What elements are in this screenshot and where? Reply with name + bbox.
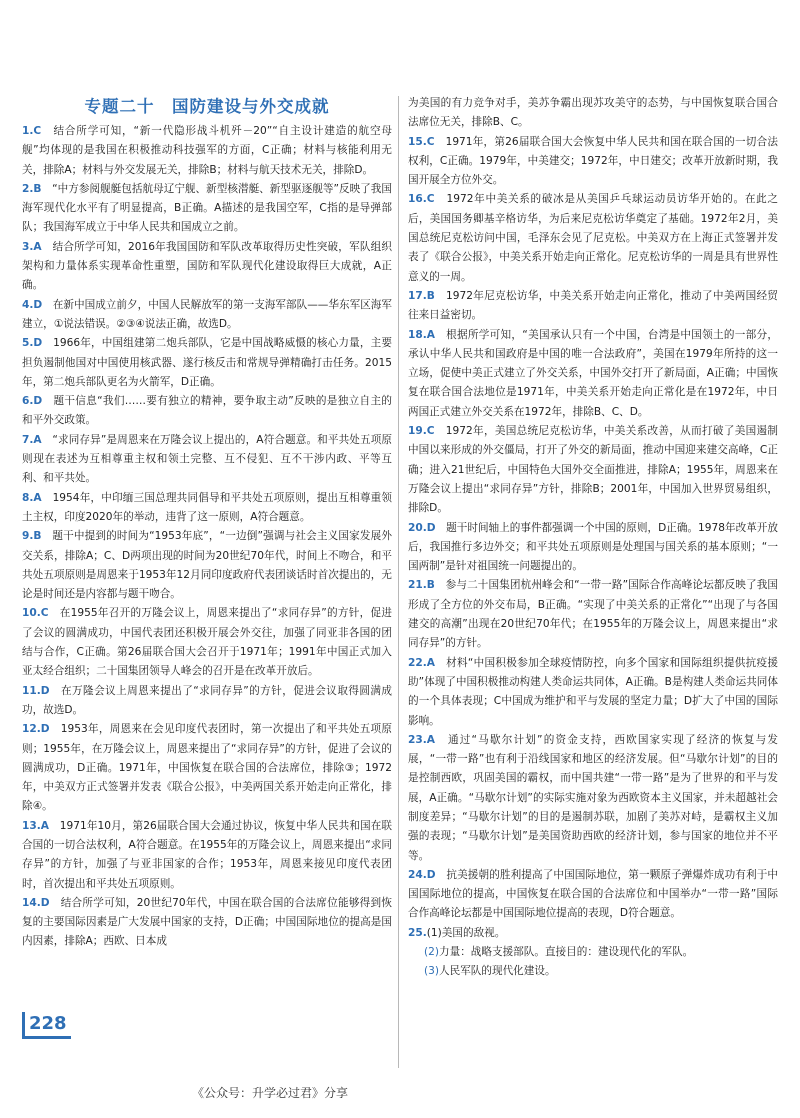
answer-explanation: 1966年，中国组建第二炮兵部队，它是中国战略威慑的核心力量，主要担负遏制他国对中国使用核武器、遂行核反击和常规导弹精确打击任务。2015年，第二炮兵部队更名为火箭军，D正确。 <box>22 337 392 388</box>
q25-subanswers <box>408 943 778 982</box>
answer-number: 20. <box>408 521 427 534</box>
answer-number: 4. <box>22 298 34 311</box>
answer-item <box>22 122 392 180</box>
answer-item <box>408 731 778 866</box>
answer-item <box>22 296 392 335</box>
answer-explanation: 1972年中美关系的破冰是从美国乒乓球运动员访华开始的。在此之后，美国国务卿基辛格访华，为后来尼克松访华奠定了基础。1972年2月，美国总统尼克松访问中国，毛泽东会见了尼克松。中美双方在上海正式签署并发表了《联合公报》，中美关系开始走向正常化。尼克松访华的一周是具有世界性意义的一周。 <box>408 193 778 283</box>
answer-explanation: 通过“马歇尔计划”的资金支持，西欧国家实现了经济的恢复与发展，“一带一路”也有利于沿线国家和地区的经济发展。但“马歇尔计划”的目的是控制西欧，巩固美国的霸权，而中国共建“一带一路”是为了世界的和平与发展，A正确。“马歇尔计划”的实际实施对象为西欧资本主义国家，并未超越社会制度差异；“马歇尔计划”的目的是遏制苏联，加剧了美苏对峙，是霸权主义加强的表现；“马歇尔计划”是美国资助西欧的经济计划，参与国家的地位并不平等。 <box>408 733 778 862</box>
answer-item <box>22 527 392 604</box>
answer-explanation: 1971年10月，第26届联合国大会通过协议，恢复中华人民共和国在联合国的一切合法权利，A符合题意。在1955年的万隆会议上，周恩来提出“求同存异”的方针，加强了与亚非国家的合作；1953年，周恩来接见印度代表团时，首次提出和平共处五项原则。 <box>22 819 392 890</box>
page-number: 228 <box>22 1012 71 1039</box>
answer-choice: C <box>40 607 49 620</box>
answer-choice: D <box>426 868 436 881</box>
answer-explanation: 题干中提到的时间为“1953年底”，“一边倒”强调与社会主义国家发展外交关系，排除A；C、D两项出现的时间为20世纪70年代，时间上不吻合，和平共处五项原则是周恩来于1953年12月同印度政府代表团谈话时首次提出的，无论是时间还是内容都与题干吻合。 <box>22 530 392 601</box>
answer-number: 22. <box>408 656 427 669</box>
answer-choice: C <box>426 425 435 438</box>
left-column <box>22 96 392 952</box>
subanswer-number: (2) <box>424 946 440 959</box>
answer-explanation: 题干时间轴上的事件都强调一个中国的原则，D正确。1978年改革开放后，我国推行多边外交；和平共处五项原则是处理国与国关系的基本原则；“一国两制”是针对祖国统一问题提出的。 <box>408 521 778 573</box>
answer-explanation: 题干信息“我们……要有独立的精神，要争取主动”反映的是独立自主的和平外交政策。 <box>22 395 392 427</box>
answer-number: 11. <box>22 684 41 697</box>
answer-choice: A <box>33 491 42 504</box>
answer-choice: A <box>33 240 42 253</box>
answer-item <box>22 392 392 431</box>
answer-explanation: 结合所学可知，20世纪70年代，中国在联合国的合法席位能够得到恢复的主要国际因素是广大发展中国家的支持，D正确；中国国际地位的提高是国内因素，排除A；西欧、日本成 <box>22 896 392 948</box>
answer-explanation: “求同存异”是周恩来在万隆会议上提出的，A符合题意。和平共处五项原则现在表述为互相尊重主权和领土完整、互不侵犯、互不干涉内政、平等互利、和平共处。 <box>22 433 392 485</box>
answer-item <box>408 576 778 653</box>
answer-number: 16. <box>408 193 427 206</box>
answer-explanation: 根据所学可知，“美国承认只有一个中国，台湾是中国领土的一部分，承认中华人民共和国政府是中国的唯一合法政府”，美国在1979年所持的这一立场，促使中美正式建立了外交关系，中国外交打开了新局面，A正确；中国恢复在联合国合法地位是1971年，中美关系开始走向正常化是在1972年，中日两国正式建立外交关系在1972年，排除B、C、D。 <box>408 328 778 418</box>
answer-number: 14. <box>22 896 41 909</box>
answer-number: 18. <box>408 328 427 341</box>
answer-choice: B <box>426 289 435 302</box>
answer-choice: A <box>426 733 435 746</box>
answer-number: 19. <box>408 425 427 438</box>
answer-choice: D <box>40 896 50 909</box>
answer-explanation: 结合所学可知，2016年我国国防和军队改革取得历史性突破，军队组织架构和力量体系实现革命性重塑，国防和军队现代化建设取得巨大成就，A正确。 <box>22 240 392 292</box>
answer-choice: A <box>426 656 435 669</box>
answer-explanation: 抗美援朝的胜利提高了中国国际地位，第一颗原子弹爆炸成功有利于中国国际地位的提高，中国恢复在联合国的合法席位和中国举办“一带一路”国际合作高峰论坛都是中国国际地位提高的表现，D符合题意。 <box>408 868 778 920</box>
answer-explanation: 1954年，中印缅三国总理共同倡导和平共处五项原则，提出互相尊重领土主权，印度2020年的举动，违背了这一原则，A符合题意。 <box>22 491 392 523</box>
q25-subanswer <box>408 962 778 981</box>
answer-explanation: 结合所学可知，“新一代隐形战斗机歼－20”“自主设计建造的航空母舰”均体现的是我国在积极推动科技强军的方面，C正确；材料与核能利用无关，排除A；材料与外交发展无关，排除B；材料与航天技术无关，排除D。 <box>22 125 392 176</box>
answer-item <box>22 604 392 681</box>
answer-item <box>22 817 392 894</box>
subanswer-text: 力量：战略支援部队。直接目的：建设现代化的军队。 <box>439 946 694 959</box>
answer-explanation: 1972年尼克松访华，中美关系开始走向正常化，推动了中美两国经贸往来日益密切。 <box>408 289 778 322</box>
answer-item <box>22 334 392 392</box>
answer-choice: C <box>426 135 435 148</box>
answer-number: 8. <box>22 491 34 504</box>
answer-number: 7. <box>22 433 34 446</box>
answer-choice: D <box>33 337 43 350</box>
answer-explanation: 1953年，周恩来在会见印度代表团时，第一次提出了和平共处五项原则；1955年，在万隆会议上，周恩来提出了“求同存异”的方针，促进了会议的圆满成功，D正确。1971年，中国恢复在联合国的合法席位，排除③；1972年，中美双方正式签署并发表《联合公报》，中美两国关系开始走向正常化，排除④。 <box>22 723 392 813</box>
answer-item <box>408 422 778 518</box>
answer-choice: B <box>33 530 42 543</box>
answer-item <box>22 489 392 528</box>
answer-number: 5. <box>22 337 34 350</box>
answer-item <box>408 94 778 133</box>
answer-number: 24. <box>408 868 427 881</box>
answer-explanation: 材料“中国积极参加全球疫情防控，向多个国家和国际组织提供抗疫援助”体现了中国积极推动构建人类命运共同体，A正确。B是构建人类命运共同体的一个具体表现；C中国成为维护和平与发展的坚定力量；D扩大了中国的国际影响。 <box>408 656 778 727</box>
footer-text: 《公众号：升学必过君》分享 <box>191 1086 348 1100</box>
answer-choice: C <box>33 125 42 137</box>
answer-explanation: (1)美国的敌视。 <box>426 926 506 939</box>
answer-item <box>408 287 778 326</box>
answer-choice: A <box>426 328 435 341</box>
column-divider <box>398 96 399 1068</box>
subanswer-number: (3) <box>424 965 440 978</box>
answer-choice: C <box>426 193 435 206</box>
answer-item <box>22 431 392 489</box>
answer-item <box>22 894 392 952</box>
answer-explanation: 在万隆会议上周恩来提出了“求同存异”的方针，促进会议取得圆满成功，故选D。 <box>22 684 392 716</box>
answer-item <box>408 519 778 577</box>
answer-explanation: 为美国的有力竞争对手，美苏争霸出现苏攻美守的态势，与中国恢复联合国合法席位无关，排除B、C。 <box>408 97 778 129</box>
answer-explanation: 在1955年召开的万隆会议上，周恩来提出了“求同存异”的方针，促进了会议的圆满成功，中国代表团还积极开展会外交往，加强了同亚非各国的团结与合作，C正确。第26届联合国大会召开于1971年；1991年中国正式加入亚太经合组织；二十国集团领导人峰会的召开是在改革开放后。 <box>22 607 392 678</box>
answer-explanation: 1972年，美国总统尼克松访华，中美关系改善，从而打破了美国遏制中国以来形成的外交僵局，打开了外交的新局面，推动中国迎来建交高峰，C正确；进入21世纪后，中国特色大国外交全面推进，排除A；1955年，周恩来在万隆会议上提出“求同存异”方针，排除B；2001年，中国加入世界贸易组织，排除D。 <box>408 425 778 515</box>
answer-item <box>22 682 392 721</box>
answer-item <box>22 720 392 816</box>
answer-explanation: “中方参阅舰艇包括航母辽宁舰、新型核潜艇、新型驱逐舰等”反映了我国海军现代化水平有了明显提高，B正确。A描述的是我国空军，C指的是导弹部队；我国海军成立于中华人民共和国成立之前。 <box>22 182 392 234</box>
answer-number: 12. <box>22 723 41 736</box>
subanswer-text: 人民军队的现代化建设。 <box>439 965 556 978</box>
answer-item <box>22 238 392 296</box>
answer-choice: D <box>426 521 436 534</box>
answer-choice: D <box>40 723 50 736</box>
answer-number: 2. <box>22 182 34 195</box>
answer-item <box>22 180 392 238</box>
answer-number: 9. <box>22 530 34 543</box>
answer-number: 17. <box>408 289 427 302</box>
answer-number: 21. <box>408 579 427 592</box>
answer-choice: D <box>33 298 43 311</box>
answer-choice: D <box>40 684 50 697</box>
answer-choice: D <box>33 395 43 408</box>
answer-item <box>408 326 778 422</box>
answer-item <box>408 654 778 731</box>
answer-explanation: 在新中国成立前夕，中国人民解放军的第一支海军部队——华东军区海军建立，①说法错误。②③④说法正确，故选D。 <box>22 298 392 330</box>
answer-choice: A <box>40 819 49 832</box>
answer-item <box>408 190 778 286</box>
answer-number: 3. <box>22 240 34 253</box>
right-answer-list <box>408 94 778 943</box>
answer-choice: A <box>33 433 42 446</box>
answer-number: 23. <box>408 733 427 746</box>
answer-number: 25. <box>408 926 427 939</box>
answer-number: 10. <box>22 607 41 620</box>
answer-explanation: 参与二十国集团杭州峰会和“一带一路”国际合作高峰论坛都反映了我国形成了全方位的外交布局，B正确。“实现了中美关系的正常化”“出现了与各国建交的高潮”出现在20世纪70年代；在1955年的万隆会议上，周恩来提出“求同存异”的方针。 <box>408 579 778 650</box>
answer-number: 15. <box>408 135 427 148</box>
footer-credit <box>0 1084 800 1101</box>
answer-number: 1. <box>22 125 34 137</box>
left-answer-list <box>22 122 392 952</box>
section-title: 专题二十 国防建设与外交成就 <box>84 97 330 116</box>
answer-choice: B <box>33 182 42 195</box>
answer-item <box>408 866 778 924</box>
answer-choice: B <box>426 579 435 592</box>
answer-number: 6. <box>22 395 34 408</box>
right-column <box>408 94 778 982</box>
answer-number: 13. <box>22 819 41 832</box>
q25-subanswer <box>408 943 778 962</box>
answer-item <box>408 133 778 191</box>
answer-item <box>408 924 778 943</box>
answer-explanation: 1971年，第26届联合国大会恢复中华人民共和国在联合国的一切合法权利，C正确。1979年，中美建交；1972年，中日建交；改革开放新时期，我国开展全方位外交。 <box>408 135 778 187</box>
